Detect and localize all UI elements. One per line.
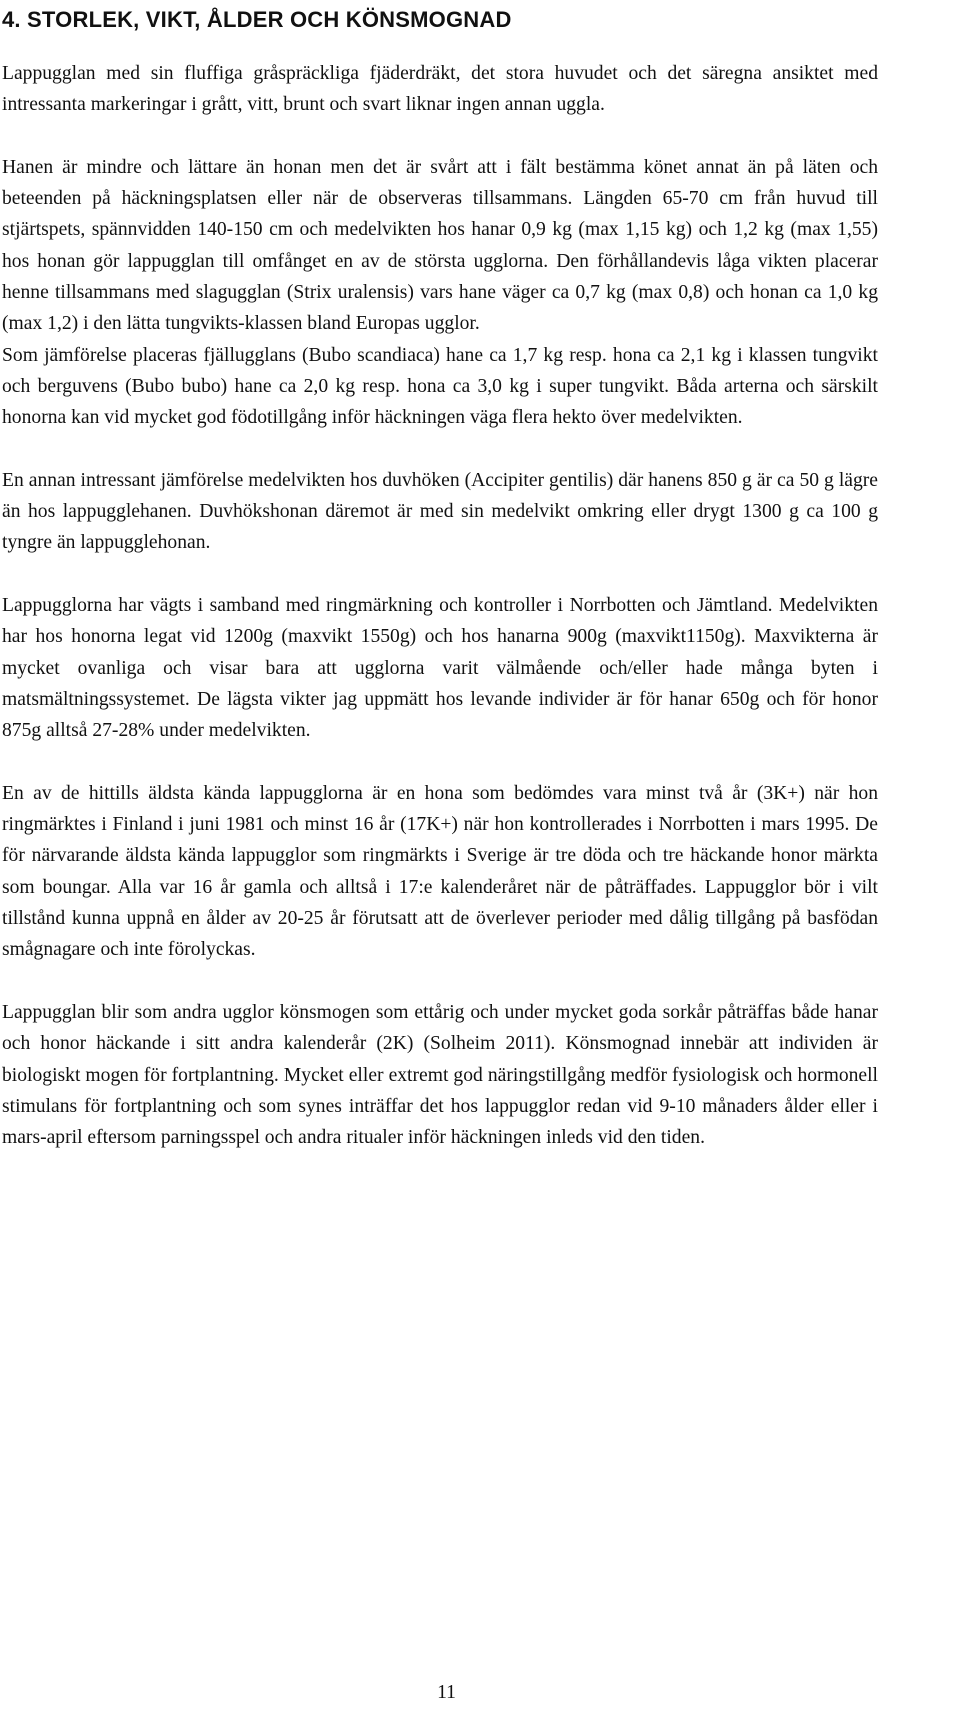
paragraph-goshawk: En annan intressant jämförelse medelvikten hos duvhöken (Accipiter gentilis) där hanens 850 g är ca 50 g lägre än hos lappugglehanen. Duvhökshonan däremot är med sin medelvikt omkring eller drygt 1300 g ca 100 g tyngre än lappugglehonan. [2,469,878,554]
body-text [2,58,878,1153]
paragraph-maturity: Lappugglan blir som andra ugglor könsmogen som ettårig och under mycket goda sorkår påträffas både hanar och honor häckande i sitt andra kalenderår (2K) (Solheim 2011). Könsmognad innebär att individen är biologiskt mogen för fortplantning. Mycket eller extremt god näringstillgång medför fysiologisk och hormonell stimulans för fortplantning och som synes inträffar det hos lappugglor redan vid 9-10 månaders ålder eller i mars-april eftersom parningsspel och andra ritualer inför häckningen inleds vid den tiden. [2,1001,878,1149]
page-number: 11 [437,1682,456,1703]
paragraph-comparison: Som jämförelse placeras fjällugglans (Bubo scandiaca) hane ca 1,7 kg resp. hona ca 2,1 kg i klassen tungvikt och berguvens (Bubo bubo) hane ca 2,0 kg resp. hona ca 3,0 kg i super tungvikt. Båda arterna och särskilt honorna kan vid mycket god födotillgång inför häckningen väga flera hekto över medelvikten. [2,344,878,429]
section-heading: 4. STORLEK, VIKT, ÅLDER OCH KÖNSMOGNAD [2,7,512,32]
paragraph-intro: Lappugglan med sin fluffiga gråspräckliga fjäderdräkt, det stora huvudet och det säregna ansiktet med intressanta markeringar i grått, vitt, brunt och svart liknar ingen annan uggla. [2,63,878,116]
paragraph-weighing: Lappugglorna har vägts i samband med ringmärkning och kontroller i Norrbotten och Jämtland. Medelvikten har hos honorna legat vid 1200g (maxvikt 1550g) och hos hanarna 900g (maxvikt1150g). Maxvikterna är mycket ovanliga och visar bara att ugglorna varit välmående och/eller hade många byten i matsmältningssystemet. De lägsta vikter jag uppmätt hos levande individer är för hanar 650g och för honor 875g alltså 27-28% under medelvikten. [2,595,878,742]
paragraph-size-weight: Hanen är mindre och lättare än honan men det är svårt att i fält bestämma könet annat än på läten och beteenden på häckningsplatsen eller när de observeras tillsammans. Längden 65-70 cm från huvud till stjärtspets, spännvidden 140-150 cm och medelvikten hos hanar 0,9 kg (max 1,15 kg) och 1,2 kg (max 1,55) hos honan gör lappugglan till omfånget en av de största ugglorna. Den förhållandevis låga vikten placerar henne tillsammans med slagugglan (Strix uralensis) vars hane väger ca 0,7 kg (max 0,8) och honan ca 1,0 kg (max 1,2) i den lätta tungvikts-klassen bland Europas ugglor. [2,156,878,335]
paragraph-age: En av de hittills äldsta kända lappugglorna är en hona som bedömdes vara minst två år (3K+) när hon ringmärktes i Finland i juni 1981 och minst 16 år (17K+) när hon kontrollerades i Norrbotten i mars 1995. De för närvarande äldsta kända lappugglor som ringmärkts i Sverige är tre döda och tre häckande honor märkta som boungar. Alla var 16 år gamla och alltså i 17:e kalenderåret när de påträffades. Lappugglor bör i vilt tillstånd kunna uppnå en ålder av 20-25 år förutsatt att de överlever perioder med dålig tillgång på basfödan smågnagare och inte förolyckas. [2,782,878,961]
